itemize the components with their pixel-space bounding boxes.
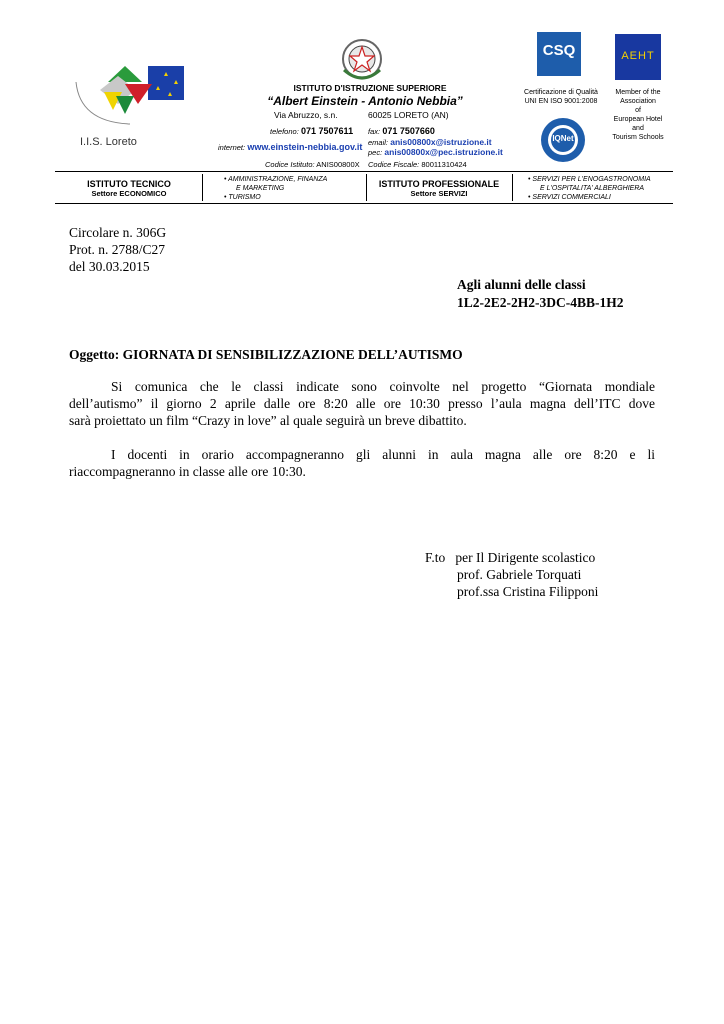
subject-line: Oggetto: GIORNATA DI SENSIBILIZZAZIONE DELL’AUTISMO	[69, 347, 463, 362]
phone-line	[270, 126, 353, 136]
email-label: email:	[368, 138, 389, 147]
protocol-number: Prot. n. 2788/C27	[69, 242, 166, 257]
fax-number: 071 7507660	[382, 126, 435, 136]
member-line: Tourism Schools	[612, 134, 664, 141]
republic-emblem-icon	[336, 34, 388, 84]
institute-code-label: Codice Istituto:	[265, 160, 315, 169]
phone-number: 071 7507611	[301, 126, 354, 136]
institute-type: ISTITUTO D'ISTRUZIONE SUPERIORE	[293, 83, 447, 93]
list-item: • AMMINISTRAZIONE, FINANZA	[224, 176, 328, 183]
paragraph-2-line-1: I docenti in orario accompagneranno gli alunni in aula magna alle ore 8:20 e li	[111, 447, 655, 462]
signature-line-1: F.to per Il Dirigente scolastico	[425, 550, 596, 565]
institute-name: “Albert Einstein - Antonio Nebbia”	[267, 94, 463, 108]
sector-top-rule	[55, 171, 673, 172]
website-line	[218, 142, 362, 152]
member-line: of	[635, 107, 641, 114]
paragraph-2-line-2: riaccompagneranno in classe alle ore 10:30.	[69, 464, 306, 479]
certification-line-2: UNI EN ISO 9001:2008	[524, 98, 598, 105]
sector-divider	[202, 174, 203, 201]
document-date: del 30.03.2015	[69, 259, 150, 274]
member-line: European Hotel	[613, 116, 663, 123]
pec-line	[368, 147, 503, 157]
prof-sector-title: ISTITUTO PROFESSIONALE	[378, 179, 500, 189]
fiscal-code-line	[368, 160, 467, 169]
website-link[interactable]: www.einstein-nebbia.gov.it	[247, 142, 363, 152]
paragraph-1-line-2: dell’autismo” il giorno 2 aprile dalle ore 8:20 alle ore 10:30 presso l’aula magna dell’ITC dove	[69, 396, 655, 411]
phone-label: telefono:	[270, 127, 299, 136]
recipient-line-1: Agli alunni delle classi	[457, 277, 586, 292]
fax-line	[368, 126, 435, 136]
prof-sector-heading	[368, 179, 510, 198]
prof-sector-list	[518, 175, 688, 202]
recipient-classes: 1L2-2E2-2H2-3DC-4BB-1H2	[457, 295, 624, 310]
certification-text	[519, 88, 603, 106]
aeht-logo-text: AEHT	[621, 50, 655, 62]
list-item: • TURISMO	[224, 194, 261, 201]
certification-line-1: Certificazione di Qualità	[524, 89, 598, 96]
paragraph-1-line-3: sarà proiettato un film “Crazy in love” al quale seguirà un breve dibattito.	[69, 413, 467, 428]
member-line: Member of the	[615, 89, 661, 96]
list-item: E MARKETING	[236, 185, 285, 192]
fiscal-code: 80011310424	[421, 160, 467, 169]
prof-sector-subtitle: Settore SERVIZI	[410, 189, 468, 198]
sector-divider	[512, 174, 513, 201]
institute-code-line	[265, 160, 360, 169]
signature-line-3: prof.ssa Cristina Filipponi	[457, 584, 599, 599]
sector-bottom-rule	[55, 203, 673, 204]
tech-sector-list	[214, 175, 374, 202]
member-line: Association	[620, 98, 656, 105]
tech-sector-title: ISTITUTO TECNICO	[87, 179, 171, 189]
address-city: 60025 LORETO (AN)	[368, 110, 449, 120]
member-line: and	[632, 125, 644, 132]
fax-label: fax:	[368, 127, 381, 136]
circular-number: Circolare n. 306G	[69, 225, 167, 240]
internet-label: internet:	[218, 143, 246, 152]
email-link[interactable]: anis00800x@istruzione.it	[390, 137, 492, 147]
address-street: Via Abruzzo, s.n.	[274, 110, 338, 120]
tech-sector-heading	[56, 179, 202, 198]
signature-line-2: prof. Gabriele Torquati	[457, 567, 582, 582]
pec-link[interactable]: anis00800x@pec.istruzione.it	[384, 147, 503, 157]
institute-code: ANIS00800X	[316, 160, 360, 169]
paragraph-1-line-1: Si comunica che le classi indicate sono coinvolte nel progetto “Giornata mondiale	[111, 379, 655, 394]
csq-logo-text: CSQ	[542, 42, 576, 59]
list-item: • SERVIZI COMMERCIALI	[528, 194, 611, 201]
fiscal-code-label: Codice Fiscale:	[368, 160, 420, 169]
email-line	[368, 137, 492, 147]
school-logo-text: I.I.S. Loreto	[80, 136, 137, 148]
member-text	[603, 88, 673, 142]
pec-label: pec:	[368, 148, 383, 157]
list-item: • SERVIZI PER L'ENOGASTRONOMIA	[528, 176, 651, 183]
list-item: E L'OSPITALITA' ALBERGHIERA	[540, 185, 645, 192]
iqnet-logo-text: IQNet	[552, 134, 574, 143]
tech-sector-subtitle: Settore ECONOMICO	[91, 189, 167, 198]
